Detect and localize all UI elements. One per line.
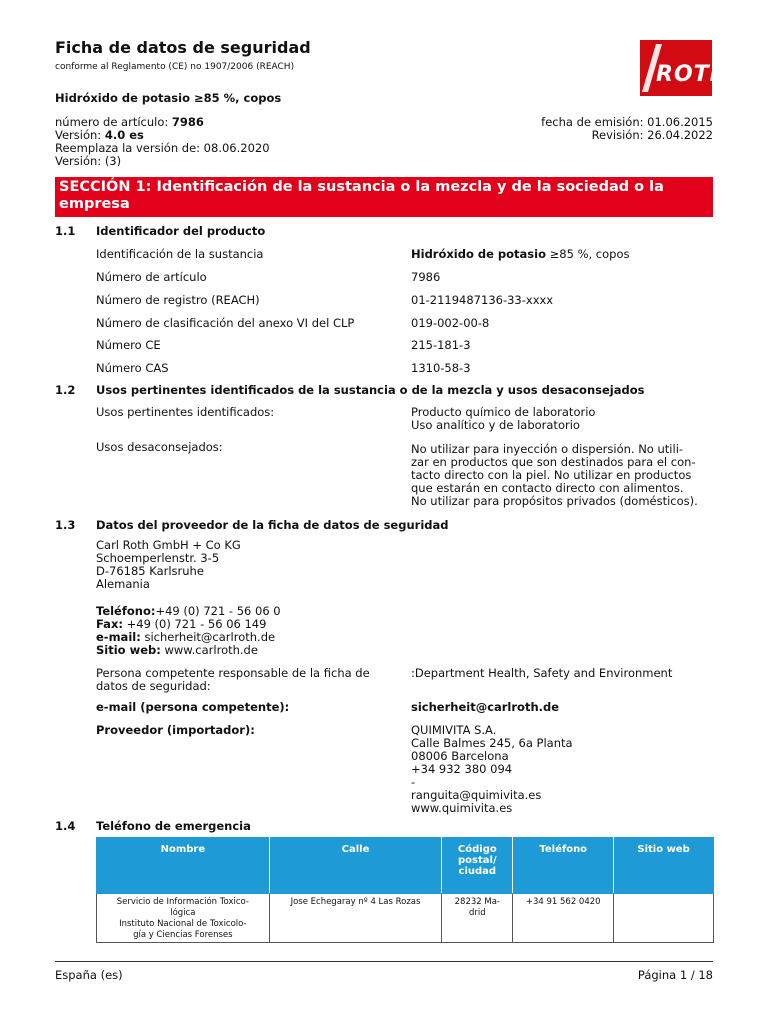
company-country: Alemania: [96, 577, 150, 591]
column-header: Teléfono: [513, 838, 614, 894]
replaces-version: Reemplaza la versión de: 08.06.2020: [55, 141, 270, 155]
importer-address: [411, 724, 721, 815]
competent-person-value: :Department Health, Safety and Environment: [411, 666, 673, 680]
company-city: D-76185 Karlsruhe: [96, 564, 204, 578]
website-link[interactable]: www.carlroth.de: [160, 643, 258, 657]
competent-email-link[interactable]: sicherheit@carlroth.de: [411, 700, 560, 714]
subsection-title: Usos pertinentes identificados de la sustancia o de la mezcla y usos desaconsejados: [96, 383, 645, 397]
version-number: 4.0 es: [104, 128, 144, 142]
column-header: Calle: [269, 838, 442, 894]
reach-registration-value: 01-2119487136-33-xxxx: [411, 293, 554, 307]
importer-label: Proveedor (importador):: [96, 723, 255, 737]
ec-number-value: 215-181-3: [411, 338, 471, 352]
subsection-number: 1.2: [55, 383, 76, 397]
competent-email-label: e-mail (persona competente):: [96, 700, 290, 714]
identified-uses-label: Usos pertinentes identificados:: [96, 405, 275, 419]
reach-registration-label: Número de registro (REACH): [96, 293, 260, 307]
ec-number-label: Número CE: [96, 338, 161, 352]
competent-label-line: datos de seguridad:: [96, 679, 211, 693]
version-label: Versión:: [55, 128, 105, 142]
identified-uses-value: [411, 406, 721, 432]
logo-text: ROTH: [656, 62, 730, 87]
phone-value: +49 (0) 721 - 56 06 0: [155, 604, 281, 618]
cell-line: gía y Ciencias Forenses: [133, 930, 233, 940]
importer-line: 08006 Barcelona: [411, 749, 509, 763]
identified-use-line: Producto químico de laboratorio: [411, 405, 596, 419]
subsection-number: 1.1: [55, 224, 76, 238]
emergency-postal-cell: [442, 894, 513, 943]
cell-line: 28232 Ma-: [454, 897, 500, 907]
document-meta-left: [55, 116, 270, 168]
table-header-row: [97, 838, 714, 894]
issue-date: fecha de emisión: 01.06.2015: [541, 115, 713, 129]
cell-line: lógica: [170, 908, 196, 918]
footer-divider: [55, 961, 713, 962]
unadvised-line: que estarán en contacto directo con alimentos.: [411, 481, 684, 495]
unadvised-uses-label: Usos desaconsejados:: [96, 440, 223, 454]
competent-person-label: [96, 667, 396, 693]
subsection-number: 1.4: [55, 819, 76, 833]
fax-label: Fax:: [96, 617, 123, 631]
subsection-title: Identificador del producto: [96, 224, 266, 238]
importer-email-link[interactable]: ranguita@quimivita.es: [411, 788, 542, 802]
supplier-address: [96, 539, 241, 591]
document-meta-right: [541, 116, 713, 142]
id-substance-label: Identificación de la sustancia: [96, 247, 264, 261]
emergency-contacts-table: [96, 837, 714, 943]
regulation-subtitle: conforme al Reglamento (CE) no 1907/2006 (REACH): [55, 62, 295, 72]
substance-name-bold: Hidróxido de potasio: [411, 247, 546, 261]
unadvised-line: No utilizar para inyección o dispersión. No utili-: [411, 442, 684, 456]
table-row: [97, 894, 714, 943]
phone-label: Teléfono:: [96, 604, 156, 618]
subsection-title: Datos del proveedor de la ficha de datos de seguridad: [96, 518, 449, 532]
email-label: e-mail:: [96, 630, 141, 644]
revision-date: Revisión: 26.04.2022: [591, 128, 713, 142]
cell-line: Servicio de Información Toxico-: [116, 897, 249, 907]
unadvised-line: No utilizar para propósitos privados (domésticos).: [411, 494, 698, 508]
article-label: número de artículo:: [55, 115, 172, 129]
article-number-label: Número de artículo: [96, 270, 207, 284]
emergency-street-cell: Jose Echegaray nº 4 Las Rozas: [269, 894, 442, 943]
company-name: Carl Roth GmbH + Co KG: [96, 538, 241, 552]
cell-line: Instituto Nacional de Toxicolo-: [119, 919, 247, 929]
unadvised-uses-value: [411, 443, 721, 508]
supplier-contact: [96, 605, 281, 657]
competent-label-line: Persona competente responsable de la ficha de: [96, 666, 370, 680]
column-header: Sitio web: [614, 838, 714, 894]
column-header: Nombre: [97, 838, 270, 894]
website-label: Sitio web:: [96, 643, 161, 657]
fax-value: +49 (0) 721 - 56 06 149: [122, 617, 267, 631]
clp-index-value: 019-002-00-8: [411, 316, 490, 330]
roth-logo: [640, 40, 730, 96]
section-1-heading: SECCIÓN 1: Identificación de la sustancia o la mezcla y de la sociedad o la empresa: [55, 177, 713, 217]
substance-grade: ≥85 %, copos: [545, 247, 630, 261]
subsection-title: Teléfono de emergencia: [96, 819, 251, 833]
footer-locale: España (es): [55, 968, 123, 982]
importer-line: -: [411, 775, 416, 789]
article-number-value: 7986: [411, 270, 441, 284]
product-heading: Hidróxido de potasio ≥85 %, copos: [55, 91, 282, 105]
unadvised-line: zar en productos que son destinados para el con-: [411, 455, 696, 469]
importer-line: Calle Balmes 245, 6a Planta: [411, 736, 573, 750]
emergency-phone-cell: +34 91 562 0420: [513, 894, 614, 943]
identified-use-line: Uso analítico y de laboratorio: [411, 418, 580, 432]
importer-website-link[interactable]: www.quimivita.es: [411, 801, 513, 815]
clp-index-label: Número de clasificación del anexo VI del CLP: [96, 316, 355, 330]
article-number: 7986: [171, 115, 204, 129]
importer-line: +34 932 380 094: [411, 762, 513, 776]
emergency-name-cell: [97, 894, 270, 943]
cas-number-value: 1310-58-3: [411, 361, 471, 375]
cas-number-label: Número CAS: [96, 361, 169, 375]
registered-mark: ®: [703, 40, 710, 48]
previous-version: Versión: (3): [55, 154, 122, 168]
cell-line: drid: [468, 908, 486, 918]
unadvised-line: tacto directo con la piel. No utilizar en productos: [411, 468, 692, 482]
subsection-number: 1.3: [55, 518, 76, 532]
document-title: Ficha de datos de seguridad: [55, 38, 311, 57]
emergency-website-cell: [614, 894, 714, 943]
email-link[interactable]: sicherheit@carlroth.de: [140, 630, 276, 644]
page-number: Página 1 / 18: [637, 968, 713, 982]
column-header: Código postal/ ciudad: [442, 838, 513, 894]
importer-line: QUIMIVITA S.A.: [411, 723, 497, 737]
id-substance-value: [411, 248, 721, 261]
company-street: Schoemperlenstr. 3-5: [96, 551, 220, 565]
